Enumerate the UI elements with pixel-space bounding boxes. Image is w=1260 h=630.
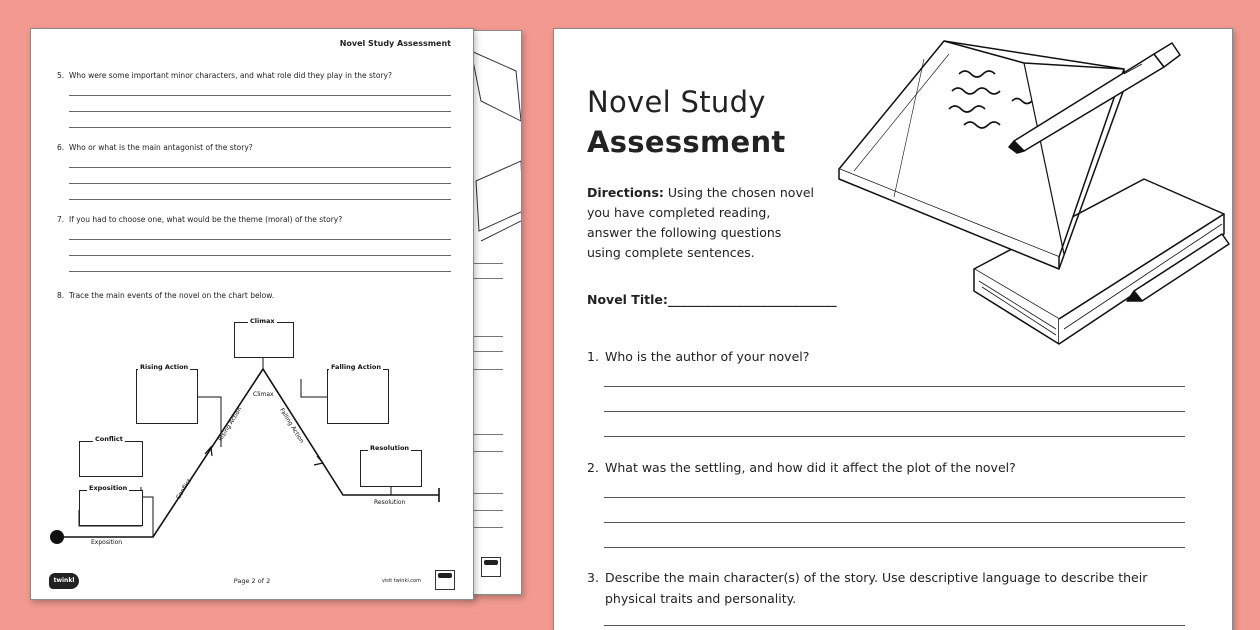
falling-action-line-label: Falling Action <box>278 407 306 445</box>
answer-line[interactable] <box>604 497 1185 498</box>
answer-line[interactable] <box>604 411 1185 412</box>
worksheet-page-2 <box>30 28 474 600</box>
question-3: 3. Describe the main character(s) of the story. Use descriptive language to describe their physical traits and personality. <box>587 570 1148 606</box>
question-1: 1. Who is the author of your novel? <box>587 349 810 364</box>
page-title-line2: Assessment <box>587 125 786 159</box>
question-7: 7. If you had to choose one, what would be the theme (moral) of the story? <box>57 215 343 224</box>
question-8: 8. Trace the main events of the novel on the chart below. <box>57 291 275 300</box>
question-6: 6. Who or what is the main antagonist of the story? <box>57 143 253 152</box>
question-5: 5. Who were some important minor characters, and what role did they play in the story? <box>57 71 392 80</box>
answer-line <box>469 369 503 370</box>
conflict-box[interactable] <box>79 441 143 477</box>
answer-line[interactable] <box>604 547 1185 548</box>
exposition-line-label: Exposition <box>91 539 123 546</box>
exposition-label: Exposition <box>89 484 128 492</box>
answer-line <box>469 451 503 452</box>
falling-action-box[interactable] <box>327 369 389 424</box>
twinkl-logo: twinkl <box>49 573 79 589</box>
directions-text: Using the chosen novel you have completed reading, answer the following questions using complete sentences. <box>587 185 815 260</box>
question-2: 2. What was the settling, and how did it affect the plot of the novel? <box>587 460 1016 475</box>
rising-action-box[interactable] <box>136 369 198 424</box>
answer-line <box>469 527 503 528</box>
answer-line[interactable] <box>604 625 1185 626</box>
resolution-box[interactable] <box>360 450 422 487</box>
rising-action-label: Rising Action <box>140 363 189 371</box>
climax-line-label: Climax <box>253 391 274 398</box>
novel-title-field[interactable]: Novel Title:___________________________ <box>587 292 837 307</box>
answer-line <box>469 263 503 264</box>
answer-line <box>469 434 503 435</box>
exposition-box[interactable] <box>79 490 143 526</box>
answer-line[interactable] <box>604 522 1185 523</box>
conflict-label: Conflict <box>95 435 123 443</box>
answer-line <box>469 351 503 352</box>
page-title-line1: Novel Study <box>587 85 766 119</box>
climax-label: Climax <box>250 317 275 325</box>
conflict-line-label: Conflict <box>175 477 194 501</box>
page-footer <box>31 569 473 599</box>
directions-label: Directions: <box>587 185 664 200</box>
answer-line[interactable] <box>604 386 1185 387</box>
resolution-line-label: Resolution <box>374 499 406 506</box>
footer-url: visit twinkl.com <box>381 578 421 584</box>
resolution-label: Resolution <box>370 444 410 452</box>
answer-line <box>469 278 503 279</box>
start-dot <box>50 530 64 544</box>
page-number: Page 2 of 2 <box>233 577 271 585</box>
badge-icon <box>481 557 501 577</box>
answer-line <box>469 510 503 511</box>
rising-action-line-label: Rising Action <box>217 405 244 443</box>
worksheet-page-1 <box>553 28 1233 630</box>
badge-icon <box>435 570 455 590</box>
page-header: Novel Study Assessment <box>339 39 451 48</box>
answer-line[interactable] <box>604 436 1185 437</box>
book-illustration <box>824 29 1233 369</box>
directions <box>587 183 817 263</box>
answer-line <box>469 493 503 494</box>
climax-box[interactable] <box>234 322 294 358</box>
answer-line <box>469 336 503 337</box>
falling-action-label: Falling Action <box>331 363 381 371</box>
